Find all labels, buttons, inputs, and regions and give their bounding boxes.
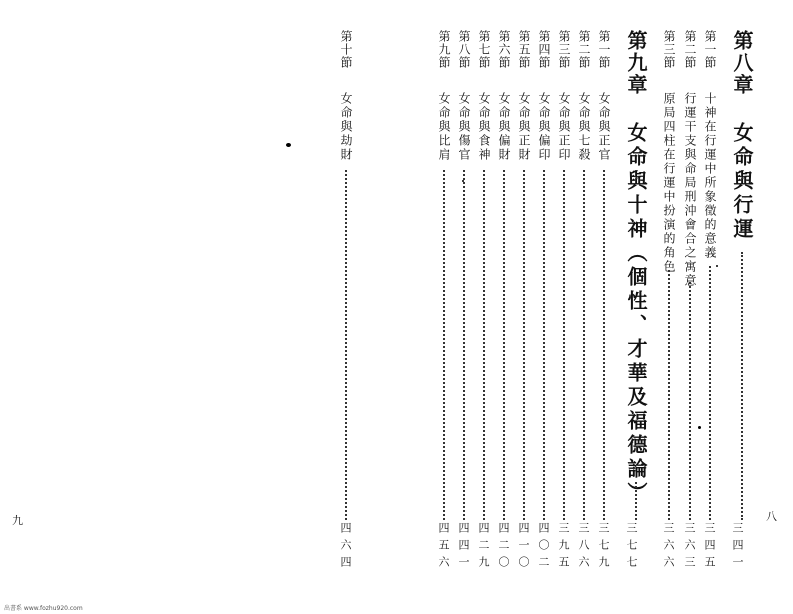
section-label: 第三節 [662,30,676,69]
leader-dots [483,170,485,520]
section-title: 女命與偏印 [537,92,551,162]
section-page: 三四五 [703,522,716,573]
section-page: 四六四 [339,522,352,573]
leader-dots [668,270,670,520]
leader-dots [463,170,465,520]
section-page: 三六六 [662,522,675,573]
section-title: 十神在行運中所象徵的意義 [703,92,717,260]
leader-dots [635,482,637,520]
leader-dots [543,170,545,520]
section-page: 三八六 [577,522,590,573]
chapter-9-page: 三七七 [625,522,638,573]
section-label: 第七節 [477,30,491,69]
leader-dots [709,266,711,520]
leader-dots [345,170,347,520]
section-label: 第四節 [537,30,551,69]
section-label: 第三節 [557,30,571,69]
scan-speck [462,180,464,182]
page-number-left: 九 [12,514,23,527]
page-number-right: 八 [766,510,777,523]
section-title: 女命與正官 [597,92,611,162]
section-page: 四一〇 [517,522,530,573]
section-title: 女命與食神 [477,92,491,162]
section-label: 第五節 [517,30,531,69]
section-page: 三七九 [597,522,610,573]
leader-dots [443,170,445,520]
leader-dots [503,170,505,520]
section-label: 第一節 [703,30,717,69]
chapter-8-label: 第八章 [730,30,754,96]
section-page: 四二九 [477,522,490,573]
section-label: 第十節 [339,30,353,69]
footer-watermark: 出書系 www.fozhu920.com [4,605,83,612]
leader-dots [563,170,565,520]
leader-dots [689,282,691,520]
section-title: 女命與偏財 [497,92,511,162]
section-label: 第九節 [437,30,451,69]
leader-dots [523,170,525,520]
scan-speck [698,426,701,429]
section-title: 女命與傷官 [457,92,471,162]
leader-dots [583,170,585,520]
section-title: 女命與正財 [517,92,531,162]
section-page: 四〇二 [537,522,550,573]
section-page: 四二〇 [497,522,510,573]
section-title: 女命與正印 [557,92,571,162]
leader-dots [603,170,605,520]
section-title: 原局四柱在行運中扮演的角色 [662,92,676,274]
section-page: 四四一 [457,522,470,573]
leader-dots [741,252,743,520]
section-page: 四五六 [437,522,450,573]
section-title: 行運干支與命局刑沖會合之寓意 [683,92,697,288]
chapter-8-title: 女命與行運 [730,122,754,242]
section-page: 三九五 [557,522,570,573]
section-label: 第八節 [457,30,471,69]
section-label: 第二節 [683,30,697,69]
section-label: 第二節 [577,30,591,69]
section-page: 三六三 [683,522,696,573]
section-title: 女命與比肩 [437,92,451,162]
chapter-9-title: 女命與十神︵個性、才華及福德論︶ [624,122,648,506]
section-title: 女命與七殺 [577,92,591,162]
section-label: 第一節 [597,30,611,69]
chapter-8-page: 三四一 [731,522,744,573]
chapter-9-label: 第九章 [624,30,648,96]
scan-speck [286,143,291,147]
section-title: 女命與劫財 [339,92,353,162]
section-label: 第六節 [497,30,511,69]
scan-speck [716,265,718,267]
